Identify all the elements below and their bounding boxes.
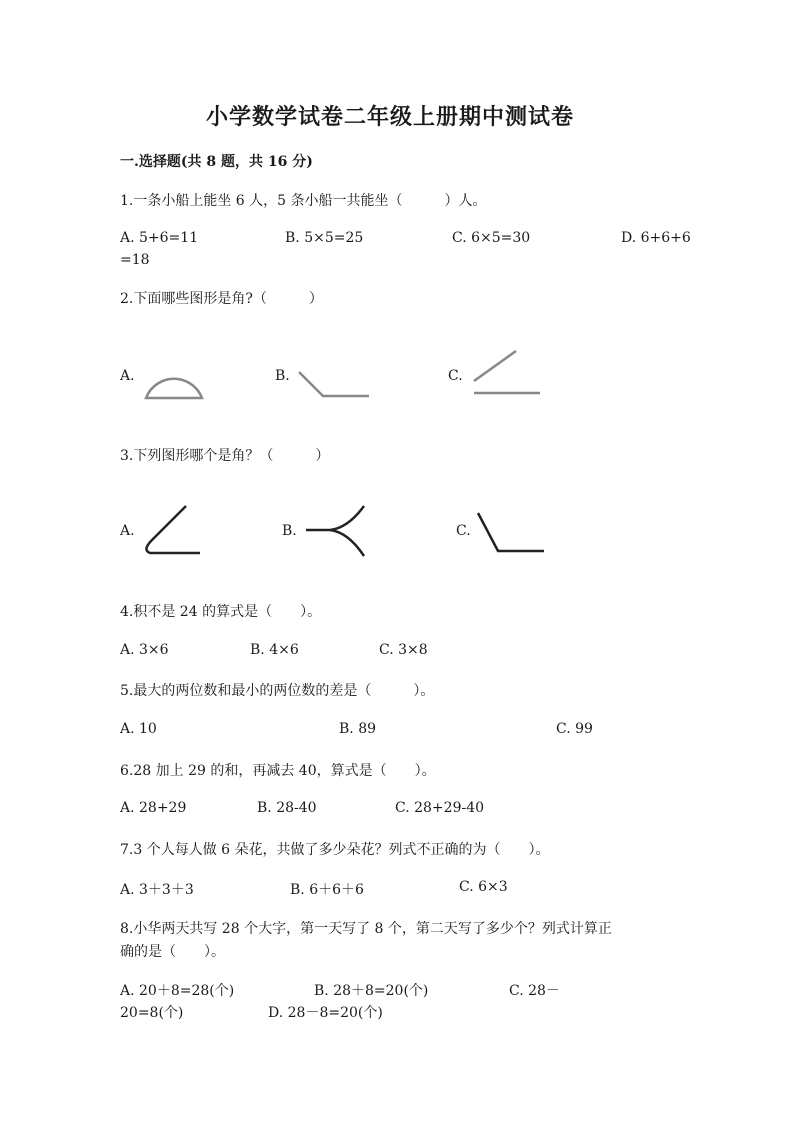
q7-option-a: A. 3＋3＋3 bbox=[120, 882, 194, 898]
question-7: 7.3 个人每人做 6 朵花，共做了多少朵花？列式不正确的为（ ）。 bbox=[120, 842, 550, 858]
q4-option-a: A. 3×6 bbox=[120, 642, 169, 658]
curved-lines-figure bbox=[300, 502, 375, 562]
question-4: 4.积不是 24 的算式是（ ）。 bbox=[120, 604, 322, 620]
q2-option-b: B. bbox=[275, 368, 290, 384]
section-heading: 一.选择题(共 8 题，共 16 分) bbox=[120, 154, 313, 170]
q3-option-a: A. bbox=[120, 523, 135, 539]
q8-option-a: A. 20＋8=28(个) bbox=[120, 983, 235, 999]
q8-option-c-wrap: 20=8(个) bbox=[120, 1005, 184, 1021]
semicircle-figure bbox=[140, 360, 210, 405]
open-angle-figure bbox=[468, 345, 548, 400]
page-title: 小学数学试卷二年级上册期中测试卷 bbox=[206, 104, 575, 130]
q8-option-b: B. 28＋8=20(个) bbox=[314, 983, 429, 999]
q7-option-b: B. 6＋6＋6 bbox=[290, 882, 364, 898]
question-2: 2.下面哪些图形是角?（ ） bbox=[120, 291, 323, 307]
q1-option-a: A. 5+6=11 bbox=[120, 230, 199, 246]
q8-option-c: C. 28－ bbox=[509, 983, 560, 999]
q5-option-a: A. 10 bbox=[120, 721, 157, 737]
q1-option-d-wrap: =18 bbox=[120, 252, 150, 268]
q3-option-b: B. bbox=[282, 523, 297, 539]
q1-option-b: B. 5×5=25 bbox=[285, 230, 364, 246]
question-5: 5.最大的两位数和最小的两位数的差是（ ）。 bbox=[120, 683, 435, 699]
q1-option-d: D. 6+6+6 bbox=[621, 230, 691, 246]
bent-line-figure bbox=[295, 360, 375, 405]
straight-angle-figure bbox=[474, 505, 554, 560]
q5-option-b: B. 89 bbox=[339, 721, 377, 737]
question-3: 3.下列图形哪个是角？（ ） bbox=[120, 448, 330, 464]
question-1: 1.一条小船上能坐 6 人，5 条小船一共能坐（ ）人。 bbox=[120, 193, 487, 209]
question-8-line2: 确的是（ ）。 bbox=[120, 944, 225, 960]
q2-option-a: A. bbox=[120, 368, 135, 384]
q2-option-c: C. bbox=[448, 368, 463, 384]
question-8-line1: 8.小华两天共写 28 个大字，第一天写了 8 个，第二天写了多少个？列式计算正 bbox=[120, 921, 612, 937]
q4-option-b: B. 4×6 bbox=[250, 642, 299, 658]
q5-option-c: C. 99 bbox=[556, 721, 593, 737]
q3-option-c: C. bbox=[456, 523, 471, 539]
q6-option-c: C. 28+29-40 bbox=[395, 800, 485, 816]
q4-option-c: C. 3×8 bbox=[379, 642, 428, 658]
q7-option-c: C. 6×3 bbox=[459, 879, 508, 895]
q1-option-c: C. 6×5=30 bbox=[452, 230, 531, 246]
question-6: 6.28 加上 29 的和，再减去 40，算式是（ ）。 bbox=[120, 763, 436, 779]
q6-option-a: A. 28+29 bbox=[120, 800, 187, 816]
q6-option-b: B. 28-40 bbox=[257, 800, 317, 816]
curved-angle-figure bbox=[140, 502, 210, 562]
q8-option-d: D. 28－8=20(个) bbox=[268, 1005, 383, 1021]
